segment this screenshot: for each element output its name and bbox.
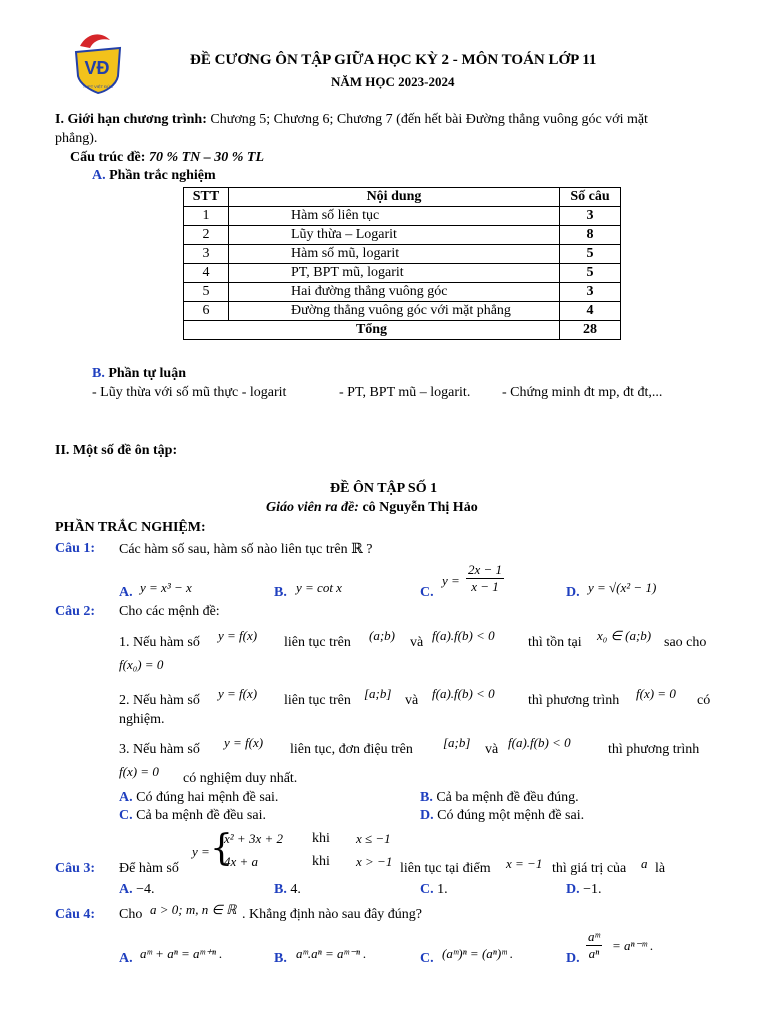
- q2-option-a-text: Có đúng hai mệnh đề sai.: [136, 790, 279, 805]
- q4-option-d-rest: = aⁿ⁻ᵐ .: [612, 938, 654, 953]
- q4-option-c-letter: C.: [420, 951, 434, 966]
- table-row: [184, 226, 621, 245]
- q1-option-b: y = cot x: [296, 580, 342, 595]
- q1-text: Các hàm số sau, hàm số nào liên tục trên ℝ ?: [119, 542, 373, 557]
- header-count: Số câu: [560, 188, 621, 207]
- section1-line1: [55, 112, 648, 128]
- q2-option-c-text: Cả ba mệnh đề đều sai.: [136, 808, 266, 823]
- q3-text1: Để hàm số: [119, 861, 179, 876]
- q3-option-a-letter: A.: [119, 882, 133, 897]
- q2-s3-g: thì phương trình: [608, 742, 700, 757]
- row-stt: 3: [184, 245, 229, 264]
- q3-option-b: [274, 882, 301, 898]
- q2-s1-c: liên tục trên: [284, 635, 351, 650]
- partB-title: Phần tự luận: [104, 366, 186, 381]
- q3-option-d: [566, 882, 602, 898]
- table-row: [184, 302, 621, 321]
- q2-option-b: [420, 790, 579, 806]
- q4-label: Câu 4:: [55, 907, 96, 922]
- q1-option-c-fraction: [466, 562, 504, 595]
- logo-lettering: VĐ: [84, 58, 110, 78]
- q2-s1-f: f(a).f(b) < 0: [432, 628, 495, 643]
- q2-option-b-text: Cả ba mệnh đề đều đúng.: [436, 790, 579, 805]
- q2-s2-h: f(x) = 0: [636, 686, 676, 701]
- q2-option-c: [119, 808, 266, 824]
- header-stt: STT: [184, 188, 229, 207]
- q2-s1-i: sao cho: [664, 635, 707, 650]
- q2-s2-c: liên tục trên: [284, 693, 351, 708]
- q2-s3-a: 3. Nếu hàm số: [119, 742, 200, 757]
- row-count: 8: [560, 226, 621, 245]
- row-stt: 1: [184, 207, 229, 226]
- q1-option-d: y = √(x² − 1): [588, 580, 657, 595]
- q2-s1-e: và: [410, 635, 424, 650]
- q2-s2-d: [a;b]: [364, 686, 392, 701]
- q1-c-denominator: x − 1: [471, 579, 499, 594]
- q2-s2-b: y = f(x): [218, 686, 258, 701]
- q2-s3-d: [a;b]: [443, 735, 471, 750]
- q2-s1-b: y = f(x): [218, 628, 258, 643]
- q3-text2: liên tục tại điểm: [400, 861, 491, 876]
- q2-s1-d: (a;b): [369, 628, 395, 643]
- q3-case2-cond: x > −1: [356, 854, 393, 869]
- q2-option-c-letter: C.: [119, 808, 133, 823]
- q3-point: x = −1: [506, 856, 543, 871]
- q1-label: Câu 1:: [55, 541, 96, 556]
- section1-line2: phẳng).: [55, 131, 98, 146]
- q3-option-b-text: 4.: [290, 882, 301, 897]
- q1-option-a: y = x³ − x: [140, 580, 192, 595]
- table-row: [184, 245, 621, 264]
- partB-item2: - PT, BPT mũ – logarit.: [339, 385, 471, 400]
- q4-option-b: aᵐ.aⁿ = aᵐ⁻ⁿ .: [296, 946, 367, 961]
- q2-option-a: [119, 790, 278, 806]
- q4-option-d-fraction: [586, 929, 602, 962]
- q3-option-c-text: 1.: [437, 882, 448, 897]
- table-row: [184, 207, 621, 226]
- row-content: PT, BPT mũ, logarit: [229, 264, 560, 283]
- q2-s2-a: 2. Nếu hàm số: [119, 693, 200, 708]
- q4-cond: a > 0; m, n ∈ ℝ: [150, 902, 237, 917]
- section1-text: Chương 5; Chương 6; Chương 7 (đến hết bài Đường thẳng vuông góc với mặt: [206, 112, 648, 127]
- total-label: Tổng: [184, 321, 560, 340]
- row-count: 5: [560, 245, 621, 264]
- row-count: 5: [560, 264, 621, 283]
- row-content: Đường thẳng vuông góc với mặt phẳng: [229, 302, 560, 321]
- teacher-label: Giáo viên ra đề:: [266, 500, 359, 515]
- q1-option-a-letter: A.: [119, 585, 133, 600]
- row-stt: 5: [184, 283, 229, 302]
- q4-text1: Cho: [119, 907, 143, 922]
- q3-case2-when: khi: [312, 854, 330, 869]
- q4-option-d-letter: D.: [566, 951, 580, 966]
- q2-s2-i: có: [697, 693, 711, 708]
- q2-s2-e: và: [405, 693, 419, 708]
- q2-s1-a: 1. Nếu hàm số: [119, 635, 200, 650]
- q1-option-b-letter: B.: [274, 585, 287, 600]
- row-content: Hàm số liên tục: [229, 207, 560, 226]
- content-table: [183, 187, 621, 340]
- q3-y: y =: [192, 844, 210, 859]
- q4-text2: . Khẳng định nào sau đây đúng?: [242, 907, 423, 922]
- q4-option-a-letter: A.: [119, 951, 133, 966]
- row-stt: 6: [184, 302, 229, 321]
- q3-option-c: [420, 882, 448, 898]
- q1-option-c-letter: C.: [420, 585, 434, 600]
- partA-letter: A.: [92, 168, 106, 183]
- row-count: 4: [560, 302, 621, 321]
- row-content: Lũy thừa – Logarit: [229, 226, 560, 245]
- q2-s2-f: f(a).f(b) < 0: [432, 686, 495, 701]
- q3-option-a: [119, 882, 155, 898]
- q2-s1-g: thì tồn tại: [528, 635, 582, 650]
- q2-s3-c: liên tục, đơn điệu trên: [290, 742, 413, 757]
- q2-option-d-text: Có đúng một mệnh đề sai.: [437, 808, 585, 823]
- row-stt: 4: [184, 264, 229, 283]
- structure-label: Cấu trúc đề:: [70, 150, 149, 165]
- q3-option-b-letter: B.: [274, 882, 287, 897]
- header-content: Nội dung: [229, 188, 560, 207]
- q2-s1-h: x₀ ∈ (a;b): [597, 628, 652, 643]
- q3-option-d-text: −1.: [583, 882, 602, 897]
- structure-line: [70, 150, 264, 166]
- q2-s2-g: thì phương trình: [528, 693, 620, 708]
- q2-s1-j: f(x₀) = 0: [119, 657, 164, 672]
- q2-option-d: [420, 808, 584, 824]
- partA-heading: [92, 168, 216, 184]
- row-content: Hàm số mũ, logarit: [229, 245, 560, 264]
- q3-case1-when: khi: [312, 831, 330, 846]
- q1-c-numerator: 2x − 1: [468, 562, 503, 577]
- row-content: Hai đường thẳng vuông góc: [229, 283, 560, 302]
- q3-case1-cond: x ≤ −1: [356, 831, 391, 846]
- teacher-name: cô Nguyễn Thị Hảo: [358, 500, 478, 515]
- q3-case2-expr: 4x + a: [224, 854, 259, 869]
- partB-item3: - Chứng minh đt mp, đt đt,...: [502, 385, 663, 400]
- exam-teacher: [266, 500, 478, 516]
- section2-heading: II. Một số đề ôn tập:: [55, 443, 178, 458]
- school-logo: [70, 32, 126, 94]
- logo-caption: THPT VIỆT ĐỨC: [82, 84, 114, 89]
- q3-text3: thì giá trị của: [552, 861, 627, 876]
- q2-s2-j: nghiệm.: [119, 712, 165, 727]
- q2-s3-e: và: [485, 742, 499, 757]
- q1-option-d-letter: D.: [566, 585, 580, 600]
- q2-option-a-letter: A.: [119, 790, 133, 805]
- row-count: 3: [560, 207, 621, 226]
- partA-title: Phần trắc nghiệm: [105, 168, 216, 183]
- q3-label: Câu 3:: [55, 861, 96, 876]
- q3-case1-expr: x² + 3x + 2: [224, 831, 283, 846]
- document-title: ĐỀ CƯƠNG ÔN TẬP GIỮA HỌC KỲ 2 - MÔN TOÁN LỚP 11: [190, 52, 597, 68]
- q2-label: Câu 2:: [55, 604, 96, 619]
- q3-option-a-text: −4.: [136, 882, 155, 897]
- partB-letter: B.: [92, 366, 105, 381]
- exam-title: ĐỀ ÔN TẬP SỐ 1: [330, 481, 438, 496]
- q2-s3-b: y = f(x): [224, 735, 264, 750]
- partB-heading: [92, 366, 186, 382]
- q2-intro: Cho các mệnh đề:: [119, 604, 220, 619]
- table-header-row: [184, 188, 621, 207]
- q2-s3-h: f(x) = 0: [119, 764, 159, 779]
- q4-d-denominator: aⁿ: [588, 946, 600, 961]
- q3-option-c-letter: C.: [420, 882, 434, 897]
- row-stt: 2: [184, 226, 229, 245]
- q3-var: a: [641, 856, 648, 871]
- q4-option-c: (aᵐ)ⁿ = (aⁿ)ᵐ .: [442, 946, 514, 961]
- q2-s3-i: có nghiệm duy nhất.: [183, 771, 298, 786]
- table-row: [184, 264, 621, 283]
- q1-option-c-pre: y =: [442, 573, 460, 588]
- total-value: 28: [560, 321, 621, 340]
- q2-s3-f: f(a).f(b) < 0: [508, 735, 571, 750]
- table-total-row: [184, 321, 621, 340]
- q4-option-b-letter: B.: [274, 951, 287, 966]
- table-row: [184, 283, 621, 302]
- q2-option-d-letter: D.: [420, 808, 434, 823]
- q2-option-b-letter: B.: [420, 790, 433, 805]
- q3-option-d-letter: D.: [566, 882, 580, 897]
- piecewise-brace: {: [210, 828, 233, 869]
- structure-value: 70 % TN – 30 % TL: [148, 150, 265, 165]
- section1-label: I. Giới hạn chương trình:: [55, 112, 207, 127]
- partB-item1: - Lũy thừa với số mũ thực - logarit: [92, 385, 287, 400]
- q4-d-numerator: aᵐ: [588, 929, 600, 944]
- q4-option-a: aᵐ + aⁿ = aᵐ⁺ⁿ .: [140, 946, 223, 961]
- school-year: NĂM HỌC 2023-2024: [331, 74, 455, 89]
- q3-text4: là: [655, 861, 666, 876]
- part-title: PHẦN TRẮC NGHIỆM:: [55, 520, 206, 535]
- row-count: 3: [560, 283, 621, 302]
